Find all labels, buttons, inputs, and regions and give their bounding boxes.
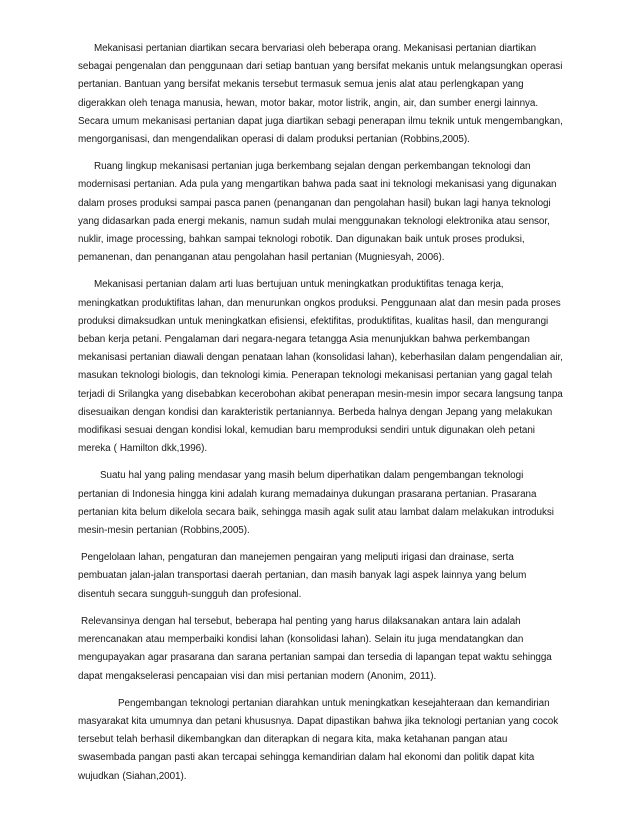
- paragraph-pengembangan-teknologi: Pengembangan teknologi pertanian diarahkan untuk meningkatkan kesejahteraan dan kemandirian masyarakat kita umumnya dan petani khususnya. Dapat dipastikan bahwa jika teknologi pertanian yang cocok tersebut telah berhasil dikembangkan dan diterapkan di negara kita, maka ketahanan pangan atau swasembada pangan pasti akan tercapai sehingga kemandirian dalam hal ekonomi dan politik dapat kita wujudkan (Siahan,2001).: [78, 697, 559, 782]
- paragraph-mekanisasi-definition: Mekanisasi pertanian diartikan secara bervariasi oleh beberapa orang. Mekanisasi pertanian diartikan sebagai pengenalan dan penggunaan dari setiap bantuan yang bersifat mekanis untuk melangsungkan operasi pertanian. Bantuan yang bersifat mekanis tersebut termasuk semua jenis alat atau perlengkapan yang digerakkan oleh tenaga manusia, hewan, motor bakar, motor listrik, angin, air, dan sumber energi lainnya. Secara umum mekanisasi pertanian dapat juga diartikan sebagi penerapan ilmu teknik untuk mengembangkan, mengorganisasi, dan mengendalikan operasi di dalam produksi pertanian (Robbins,2005).: [78, 43, 563, 146]
- paragraph-tujuan-mekanisasi: Mekanisasi pertanian dalam arti luas bertujuan untuk meningkatkan produktifitas tenaga kerja, meningkatkan produktifitas lahan, dan menurunkan ongkos produksi. Penggunaan alat dan mesin pada proses produksi dimaksudkan untuk meningkatkan efisiensi, efektifitas, produktifitas, kualitas hasil, dan mengurangi beban kerja petani. Pengalaman dari negara-negara tetangga Asia menunjukkan bahwa perkembangan mekanisasi pertanian diawali dengan penataan lahan (konsolidasi lahan), keberhasilan dalam pengendalian air, masukan teknologi biologis, dan teknologi kimia. Penerapan teknologi mekanisasi pertanian yang gagal telah terjadi di Srilangka yang disebabkan kecerobohan akibat penerapan mesin-mesin impor secara langsung tanpa disesuaikan dengan kondisi dan karakteristik pertaniannya. Berbeda halnya dengan Jepang yang melakukan modifikasi sesuai dengan kondisi lokal, kemudian baru memproduksi sendiri untuk digunakan oleh petani mereka ( Hamilton dkk,1996).: [78, 279, 563, 455]
- paragraph-ruang-lingkup: Ruang lingkup mekanisasi pertanian juga berkembang sejalan dengan perkembangan teknologi dan modernisasi pertanian. Ada pula yang mengartikan bahwa pada saat ini teknologi mekanisasi yang digunakan dalam proses produksi sampai pasca panen (penanganan dan pengolahan hasil) bukan lagi hanya teknologi yang didasarkan pada energi mekanis, namun sudah mulai menggunakan teknologi elektronika atau sensor, nuklir, image processing, bahkan sampai teknologi robotik. Dan digunakan baik untuk proses produksi, pemanenan, dan penanganan atau pengolahan hasil pertanian (Mugniesyah, 2006).: [78, 161, 557, 264]
- paragraph-prasarana: Suatu hal yang paling mendasar yang masih belum diperhatikan dalam pengembangan teknologi pertanian di Indonesia hingga kini adalah kurang memadainya dukungan prasarana pertanian. Prasarana pertanian kita belum dikelola secara baik, sehingga masih agak sulit atau lambat dalam melakukan introduksi mesin-mesin pertanian (Robbins,2005).: [78, 470, 554, 537]
- document-page: [78, 40, 564, 795]
- paragraph-pengelolaan-lahan: Pengelolaan lahan, pengaturan dan manejemen pengairan yang meliputi irigasi dan drainase, serta pembuatan jalan-jalan transportasi daerah pertanian, dan masih banyak lagi aspek lainnya yang belum disentuh secara sungguh-sungguh dan profesional.: [78, 552, 527, 600]
- paragraph-relevansi: Relevansinya dengan hal tersebut, beberapa hal penting yang harus dilaksanakan antara lain adalah merencanakan atau memperbaiki kondisi lahan (konsolidasi lahan). Selain itu juga mendatangkan dan mengupayakan agar prasarana dan sarana pertanian sampai dan tersedia di lapangan tepat waktu sehingga dapat mengakselerasi pencapaian visi dan misi pertanian modern (Anonim, 2011).: [78, 615, 552, 682]
